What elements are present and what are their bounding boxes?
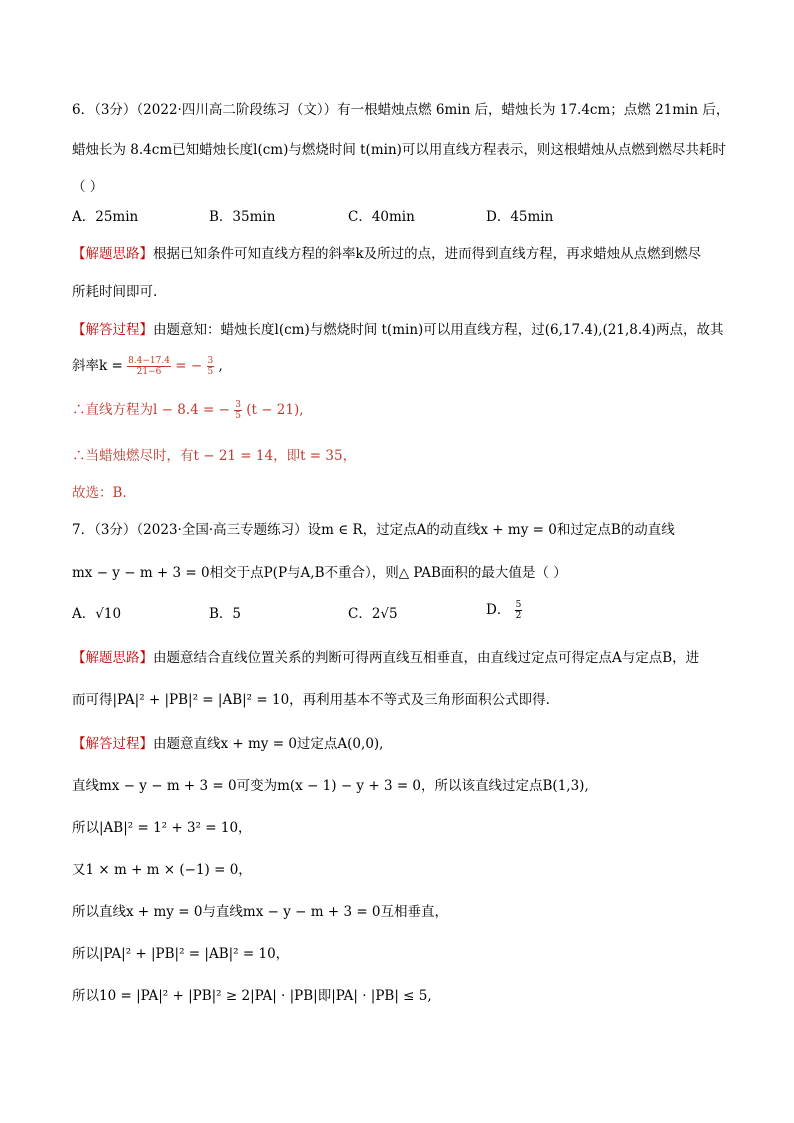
q7-step-4: 所以直线x + my = 0与直线mx − y − m + 3 = 0互相垂直， (72, 904, 449, 920)
q6-slope-prefix: 斜率k = (72, 358, 128, 374)
q6-slope-num: 8.4−17.4 (128, 356, 170, 366)
q7-step-5: 所以|PA|² + |PB|² = |AB|² = 10， (72, 946, 290, 962)
q6-stem-line2: 蜡烛长为 8.4cm已知蜡烛长度l(cm)与燃烧时间 t(min)可以用直线方程表示，则这根蜡烛从点燃到燃尽共耗时 (72, 142, 726, 158)
q7-proc-label: 【解答过程】 (72, 736, 153, 752)
q7-option-c: C．2√5 (348, 606, 398, 622)
q6-proc-text1: 由题意知：蜡烛长度l(cm)与燃烧时间 t(min)可以用直线方程，过(6,17.4),(21,8.4)两点，故其 (153, 322, 724, 338)
q6-answer: 故选：B. (72, 485, 127, 501)
q6-slope-mid: = − (175, 358, 207, 374)
q6-proc-label: 【解答过程】 (72, 322, 153, 338)
q6-idea-text1: 根据已知条件可知直线方程的斜率k及所过的点，进而得到直线方程，再求蜡烛从点燃到燃尽 (153, 246, 702, 262)
q7-option-d (486, 600, 522, 621)
q7-option-d-fraction (515, 600, 523, 621)
q6-eq-num: 3 (235, 400, 241, 410)
q6-option-d: D．45min (486, 209, 554, 225)
q6-stem-line1: 6．（3分）（2022·四川高二阶段练习（文））有一根蜡烛点燃 6min 后，蜡烛长为 17.4cm；点燃 21min 后， (72, 102, 730, 118)
q6-idea-label: 【解题思路】 (72, 246, 153, 262)
q6-proc-slope (72, 356, 734, 377)
q7-option-d-num: 5 (515, 600, 522, 610)
q6-option-b: B．35min (209, 209, 276, 225)
q7-option-b: B．5 (209, 606, 242, 622)
q6-slope-den: 21−6 (136, 367, 162, 377)
q7-step-2: 所以|AB|² = 1² + 3² = 10， (72, 820, 252, 836)
q7-proc-text1: 由题意直线x + my = 0过定点A(0,0), (153, 736, 384, 752)
q7-step-3: 又1 × m + m × (−1) = 0， (72, 862, 252, 878)
q6-slope-fraction (127, 356, 171, 377)
q7-idea-line1 (72, 648, 734, 668)
q7-option-d-den: 2 (515, 611, 522, 621)
q6-eq-prefix: ∴直线方程为l − 8.4 = − (72, 402, 235, 418)
q7-idea-text1: 由题意结合直线位置关系的判断可得两直线互相垂直，由直线过定点可得定点A与定点B，进 (153, 650, 700, 666)
q7-step-6: 所以10 = |PA|² + |PB|² ≥ 2|PA| · |PB|即|PA| · |PB| ≤ 5, (72, 988, 432, 1004)
q6-idea-line1 (72, 244, 734, 264)
q7-stem-line2: mx − y − m + 3 = 0相交于点P(P与A,B不重合），则△ PAB面积的最大值是（ ） (72, 565, 567, 581)
q6-eq-den: 5 (235, 411, 241, 421)
q6-option-a: A．25min (72, 209, 139, 225)
q7-stem-line1: 7．（3分）（2023·全国·高三专题练习）设m ∈ R，过定点A的动直线x + my = 0和过定点B的动直线 (72, 522, 675, 538)
q6-stem-line3: （ ） (72, 179, 104, 195)
q7-proc-line1 (72, 734, 734, 754)
q6-slope-num2: 3 (207, 356, 214, 366)
q7-step-1: 直线mx − y − m + 3 = 0可变为m(x − 1) − y + 3 = 0，所以该直线过定点B(1,3), (72, 778, 589, 794)
q6-slope-fraction2 (207, 356, 215, 377)
q7-idea-line2: 而可得|PA|² + |PB|² = |AB|² = 10，再利用基本不等式及三角形面积公式即得. (72, 692, 550, 708)
q7-idea-label: 【解题思路】 (72, 650, 153, 666)
q6-idea-line2: 所耗时间即可. (72, 284, 158, 300)
q7-option-d-prefix: D． (486, 602, 511, 618)
q6-proc-equation (72, 400, 734, 421)
q7-option-a: A．√10 (72, 606, 122, 622)
q6-eq-fraction (234, 400, 242, 421)
q6-eq-suffix: (t − 21), (246, 402, 304, 418)
q6-proc-end: ∴当蜡烛燃尽时，有t − 21 = 14，即t = 35， (72, 448, 357, 464)
q6-option-c: C．40min (348, 209, 415, 225)
q6-proc-line1 (72, 320, 734, 340)
q6-slope-suffix: , (218, 358, 223, 374)
q6-slope-den2: 5 (207, 367, 214, 377)
